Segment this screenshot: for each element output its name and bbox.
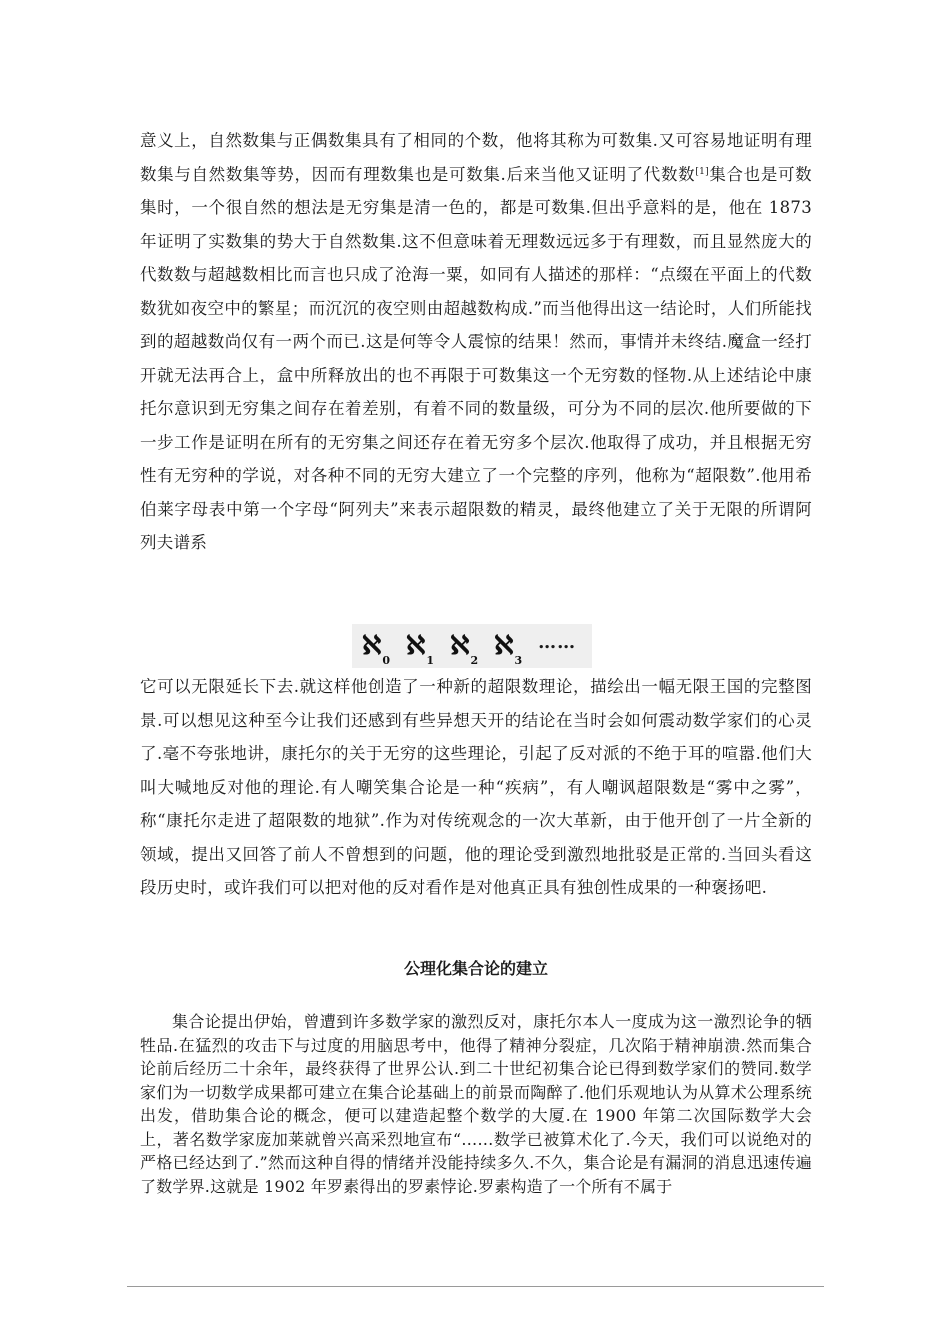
aleph-2 xyxy=(450,631,479,667)
aleph-symbol: ℵ xyxy=(494,631,514,661)
paragraph-transfinite-theory: 它可以无限延长下去.就这样他创造了一种新的超限数理论，描绘出一幅无限王国的完整图景.可以想见这种至今让我们还感到有些异想天开的结论在当时会如何震动数学家们的心灵了.毫不夸张地讲，康托尔的关于无穷的这些理论，引起了反对派的不绝于耳的喧嚣.他们大叫大喊地反对他的理论.有人嘲笑集合论是一种“疾病”，有人嘲讽超限数是“雾中之雾”，称“康托尔走进了超限数的地狱”.作为对传统观念的一次大革新，由于他开创了一片全新的领域，提出又回答了前人不曾想到的问题，他的理论受到激烈地批驳是正常的.当回头看这段历史时，或许我们可以把对他的反对看作是对他真正具有独创性成果的一种褒扬吧. xyxy=(140,677,812,897)
aleph-0 xyxy=(362,631,391,667)
aleph-subscript: 1 xyxy=(426,654,435,667)
aleph-subscript: 2 xyxy=(470,654,479,667)
paragraph-axiomatic-set-theory: 集合论提出伊始，曾遭到许多数学家的激烈反对，康托尔本人一度成为这一激烈论争的牺牲品.在猛烈的攻击下与过度的用脑思考中，他得了精神分裂症，几次陷于精神崩溃.然而集合论前后经历二十余年，最终获得了世界公认.到二十世纪初集合论已得到数学家们的赞同.数学家们为一切数学成果都可建立在集合论基础上的前景而陶醉了.他们乐观地认为从算术公理系统出发，借助集合论的概念，便可以建造起整个数学的大厦.在 1900 年第二次国际数学大会上，著名数学家庞加莱就曾兴高采烈地宣布“……数学已被算术化了.今天，我们可以说绝对的严格已经达到了.”然而这种自得的情绪并没能持续多久.不久，集合论是有漏洞的消息迅速传遍了数学界.这就是 1902 年罗素得出的罗素悖论.罗素构造了一个所有不属于 xyxy=(140,1012,812,1196)
aleph-ellipsis: …… xyxy=(538,631,577,653)
footer-divider xyxy=(127,1286,824,1287)
aleph-3 xyxy=(494,631,523,667)
paragraph-cantor-countable-sets xyxy=(140,124,812,560)
paragraph-text-part-2: 集合也是可数集时，一个很自然的想法是无穷集是清一色的，都是可数集.但出乎意料的是，他在 1873 年证明了实数集的势大于自然数集.这不但意味着无理数远远多于有理数，而且显然庞大的代数数与超越数相比而言也只成了沧海一粟，如同有人描述的那样：“点缀在平面上的代数数犹如夜空中的繁星；而沉沉的夜空则由超越数构成.”而当他得出这一结论时，人们所能找到的超越数尚仅有一两个而已.这是何等令人震惊的结果！然而，事情并未终结.魔盒一经打开就无法再合上，盒中所释放出的也不再限于可数集这一个无穷数的怪物.从上述结论中康托尔意识到无穷集之间存在着差别，有着不同的数量级，可分为不同的层次.他所要做的下一步工作是证明在所有的无穷集之间还存在着无穷多个层次.他取得了成功，并且根据无穷性有无穷种的学说，对各种不同的无穷大建立了一个完整的序列，他称为“超限数”.他用希伯莱字母表中第一个字母“阿列夫”来表示超限数的精灵，最终他建立了关于无限的所谓阿列夫谱系 xyxy=(140,164,812,552)
aleph-sequence-figure xyxy=(352,624,592,668)
aleph-symbol: ℵ xyxy=(450,631,470,661)
aleph-subscript: 0 xyxy=(382,654,391,667)
aleph-subscript: 3 xyxy=(514,654,523,667)
aleph-1 xyxy=(406,631,435,667)
aleph-symbol: ℵ xyxy=(406,631,426,661)
paragraph-text-part-1: 意义上，自然数集与正偶数集具有了相同的个数，他将其称为可数集.又可容易地证明有理数集与自然数集等势，因而有理数集也是可数集.后来当他又证明了代数数 xyxy=(140,131,812,184)
aleph-symbol: ℵ xyxy=(362,631,382,661)
section-heading: 公理化集合论的建立 xyxy=(403,959,548,978)
footnote-reference[interactable]: [1] xyxy=(695,166,709,177)
